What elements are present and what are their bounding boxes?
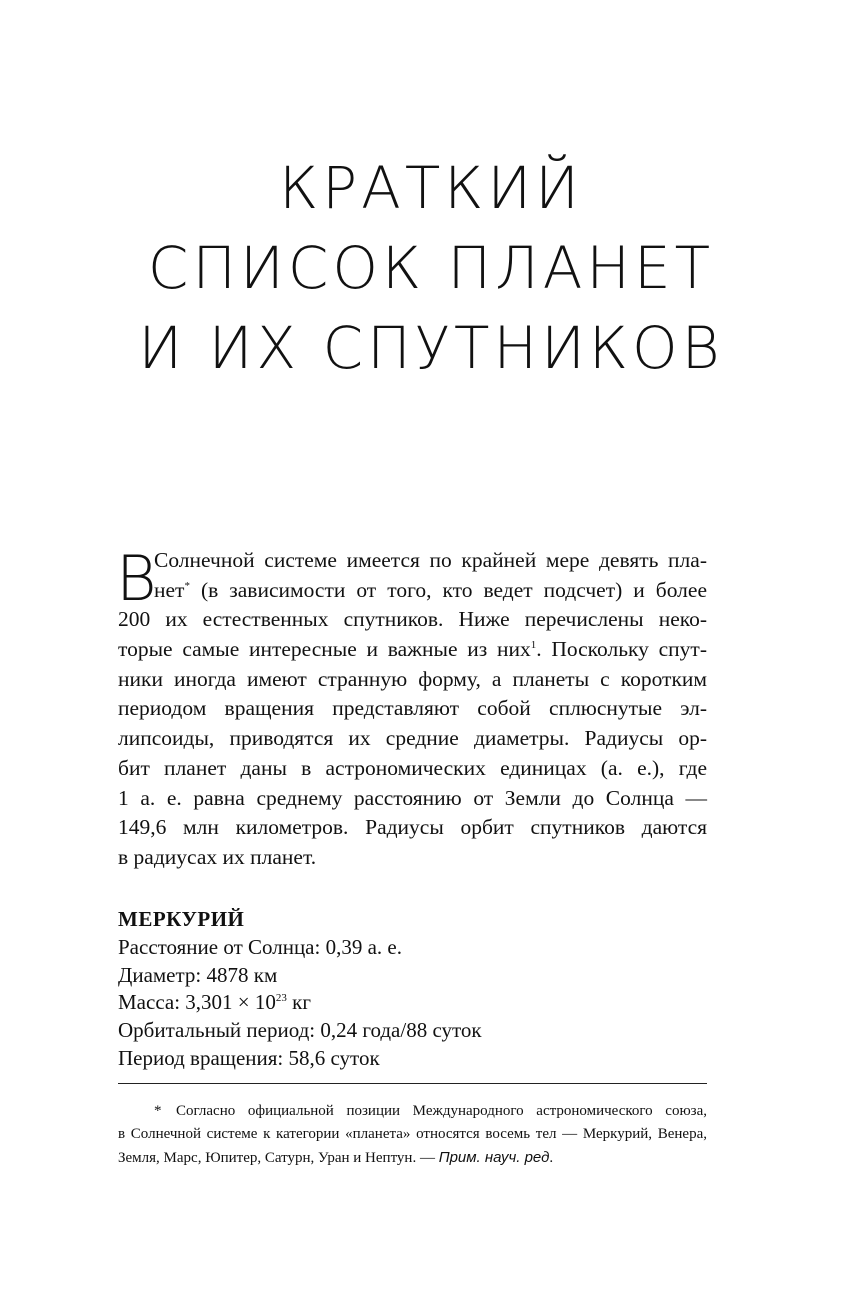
diameter-row: Диаметр: 4878 км	[118, 962, 278, 987]
intro-line-text: (в зависимости от того, кто ведет подсчет) и более	[200, 577, 707, 602]
orbital-period-row: Орбитальный период: 0,24 года/88 суток	[118, 1018, 482, 1043]
mercury-section	[118, 904, 707, 1072]
endnote-marker: 1	[530, 639, 537, 652]
planet-heading: МЕРКУРИЙ	[118, 907, 245, 931]
footnote-text: Согласно официальной позиции Международного астрономического союза,	[176, 1103, 707, 1119]
footnote-line: в Солнечной системе к категории «планета» относятся восемь тел — Меркурий, Венера,	[118, 1126, 707, 1142]
title-line-3: И ИХ СПУТНИКОВ	[138, 314, 724, 382]
intro-line: периодом вращения представляют собой сплюснутые эл-	[118, 696, 707, 721]
intro-line: 1 а. е. равна среднему расстоянию от Земли до Солнца —	[118, 785, 707, 810]
intro-line-text: торые самые интересные и важные из них	[118, 637, 531, 662]
editor-note: Прим. науч. ред	[438, 1149, 550, 1166]
intro-line	[118, 635, 707, 665]
footnote-line	[118, 1100, 707, 1123]
mass-value: Масса: 3,301 × 10	[118, 990, 276, 1015]
rotation-period-row: Период вращения: 58,6 суток	[118, 1045, 380, 1070]
intro-line: 149,6 млн километров. Радиусы орбит спутников даются	[118, 815, 707, 840]
page-title	[0, 148, 862, 388]
intro-line: в радиусах их планет.	[118, 844, 317, 869]
footnote-end: .	[549, 1150, 554, 1166]
intro-line: ники иногда имеют странную форму, а планеты с коротким	[118, 666, 707, 691]
intro-line: липсоиды, приводятся их средние диаметры. Радиусы ор-	[118, 726, 707, 751]
mass-exponent: 23	[275, 992, 287, 1005]
title-line-2: СПИСОК ПЛАНЕТ	[147, 234, 715, 302]
intro-line-text: . Поскольку спут-	[536, 637, 707, 662]
intro-line: бит планет даны в астрономических единицах (а. е.), где	[118, 755, 707, 780]
footnote-marker: *	[184, 579, 190, 592]
distance-row: Расстояние от Солнца: 0,39 а. е.	[118, 935, 402, 959]
footnote-text: Земля, Марс, Юпитер, Сатурн, Уран и Нептун. —	[118, 1150, 435, 1166]
mass-unit: кг	[292, 990, 311, 1015]
intro-line: Солнечной системе имеется по крайней мере девять пла-	[154, 548, 707, 572]
mass-row	[118, 989, 707, 1017]
footnote	[118, 1100, 707, 1169]
intro-line-text: нет	[154, 577, 185, 602]
drop-cap: В	[116, 542, 157, 615]
intro-line: 200 их естественных спутников. Ниже перечислены неко-	[118, 607, 707, 632]
footnote-divider	[118, 1083, 707, 1084]
intro-paragraph	[116, 542, 707, 873]
title-line-1: КРАТКИЙ	[279, 154, 583, 222]
footnote-line	[118, 1146, 707, 1169]
footnote-star: *	[154, 1103, 162, 1119]
intro-line	[118, 576, 707, 606]
